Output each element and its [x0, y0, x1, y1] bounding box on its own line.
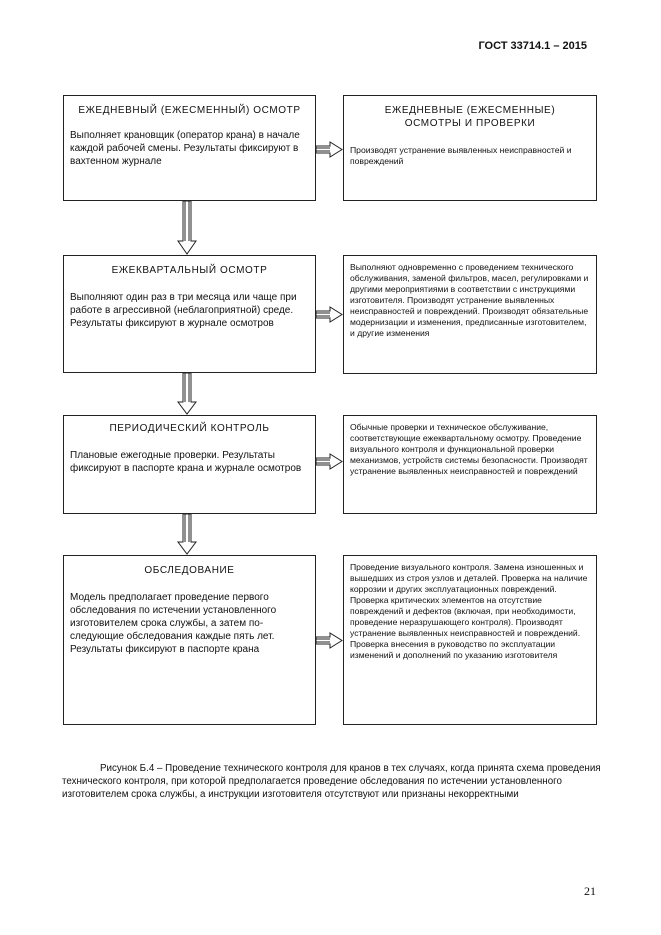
page-number: 21	[584, 884, 596, 898]
figure-caption: Рисунок Б.4 – Проведение технического контроля для кранов в тех случаях, когда принята схема проведения технического контроля, при которой предполагается проведение обследования по истечении установленного изготовителем срока службы, а инструкции изготовителя отсутствуют или признаны некорректными	[62, 763, 601, 800]
quarterly-maintenance-text: Выполняют одновременно с проведением технического обслуживания, заменой фильтров, масел, регулировками и другими мероприятиями в соответствии с инструкциями изготовителя. Производят устранение выявленных неисправностей и повреждений. Производят обязательные модернизации и изменения, предписанные изготовителем, и другие изменения	[350, 262, 589, 338]
daily-checks-title: ЕЖЕДНЕВНЫЕ (ЕЖЕСМЕННЫЕ) ОСМОТРЫ И ПРОВЕРКИ	[384, 105, 556, 129]
quarterly-inspection-title: ЕЖЕКВАРТАЛЬНЫЙ ОСМОТР	[111, 265, 268, 276]
survey-text: Модель предполагает проведение первого обследования по истечении установленного изготовителем срока службы, а затем последующие обследования каждые пять лет. Результаты фиксируют в паспорте крана	[70, 592, 277, 655]
right-arrow-2	[316, 307, 342, 322]
survey-actions-text: Проведение визуального контроля. Замена изношенных и вышедших из строя узлов и деталей. Проверка на наличие коррозии и других эксплуатационных повреждений. Проверка критических элементов на отсутствие повреждений и дефектов (включая, при необходимости, проведение неразрушающего контроля). Производят устранение выявленных неисправностей и повреждений. Проверка внесения в руководство по эксплуатации изменений и дополнений по указанию изготовителя	[350, 562, 588, 660]
right-arrow-3	[316, 454, 342, 469]
down-arrow-3	[178, 514, 196, 554]
periodic-control-title: ПЕРИОДИЧЕСКИЙ КОНТРОЛЬ	[109, 423, 270, 434]
down-arrow-1	[178, 201, 196, 254]
periodic-checks-text: Обычные проверки и техническое обслуживание, соответствующие ежеквартальному осмотру. Проведение визуального контроля и функциональной проверки механизмов, устройств системы безопасности. Производят устранение выявленных неисправностей и повреждений	[350, 422, 588, 476]
daily-inspection-text: Выполняет крановщик (оператор крана) в начале каждой рабочей смены. Результаты фиксируют в вахтенном журнале	[70, 130, 300, 167]
down-arrow-2	[178, 373, 196, 414]
daily-inspection-title: ЕЖЕДНЕВНЫЙ (ЕЖЕСМЕННЫЙ) ОСМОТР	[78, 105, 301, 116]
right-arrow-1	[316, 142, 342, 157]
right-arrow-4	[316, 633, 342, 648]
periodic-control-text: Плановые ежегодные проверки. Результаты фиксируют в паспорте крана и журнале осмотров	[70, 450, 302, 474]
survey-title: ОБСЛЕДОВАНИЕ	[144, 565, 235, 576]
document-id: ГОСТ 33714.1 – 2015	[478, 40, 587, 52]
daily-checks-text: Производят устранение выявленных неисправностей и повреждений	[350, 145, 572, 166]
quarterly-inspection-text: Выполняют один раз в три месяца или чаще при работе в агрессивной (неблагоприятной) среде. Результаты фиксируют в журнале осмотров	[70, 292, 297, 329]
